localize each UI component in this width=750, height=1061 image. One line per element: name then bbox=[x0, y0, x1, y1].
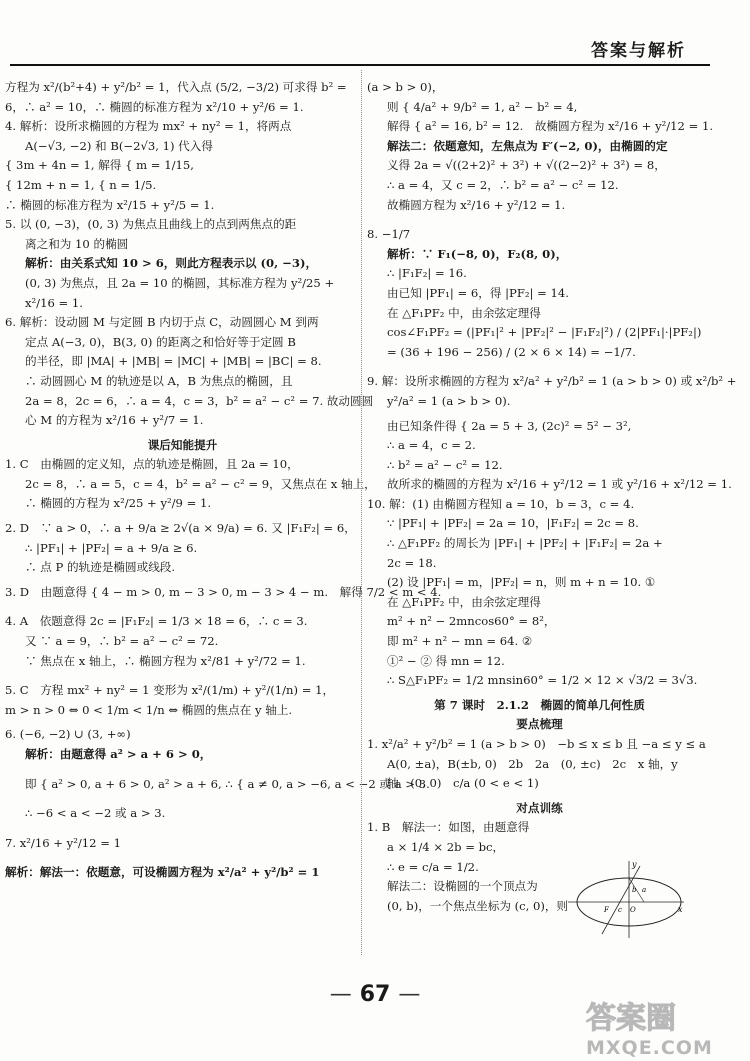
page-number: — 67 — bbox=[329, 982, 421, 1007]
text-line: (0, 3) 为焦点，且 2a = 10 的椭圆，其标准方程为 y²/25 + bbox=[25, 275, 335, 290]
text-line: ∴ 椭圆的标准方程为 x²/15 + y²/5 = 1. bbox=[5, 197, 215, 212]
text-line: m² + n² − 2mncos60° = 8²， bbox=[387, 614, 556, 629]
text-line: cos∠F₁PF₂ = (|PF₁|² + |PF₂|² − |F₁F₂|²) / (2|PF₁|·|PF₂|) bbox=[387, 325, 702, 340]
text-line: { 3m + 4n = 1, 解得 { m = 1/15, bbox=[5, 158, 194, 173]
text-line: 6. 解析：设动圆 M 与定圆 B 内切于点 C，动圆圆心 M 到两 bbox=[5, 315, 319, 330]
text-line: m > n > 0 ⇔ 0 < 1/m < 1/n ⇔ 椭圆的焦点在 y 轴上. bbox=[5, 702, 293, 717]
text-line: 由已知 |PF₁| = 6，得 |PF₂| = 14. bbox=[387, 285, 569, 300]
text-line: ①² − ② 得 mn = 12. bbox=[387, 653, 505, 668]
text-line: 解得 { a² = 16, b² = 12. 故椭圆方程为 x²/16 + y²/12 = 1. bbox=[387, 119, 714, 134]
text-line: 5. C 方程 mx² + ny² = 1 变形为 x²/(1/m) + y²/(1/n) = 1， bbox=[5, 683, 335, 698]
text-line: 即 { a² > 0, a + 6 > 0, a² > a + 6, ∴ { a ≠ 0, a > −6, a < −2 或 a > 3. bbox=[25, 776, 430, 791]
text-line: 7. x²/16 + y²/12 = 1 bbox=[5, 835, 121, 850]
text-line: ∴ e = c/a = 1/2. bbox=[387, 859, 479, 874]
slanted-line bbox=[602, 866, 640, 934]
text-line: 2. D ∵ a > 0，∴ a + 9/a ≥ 2√(a × 9/a) = 6. 又 |F₁F₂| = 6， bbox=[5, 521, 356, 536]
figure-label: F bbox=[604, 906, 609, 914]
watermark-logo bbox=[586, 993, 736, 1059]
section-heading: 对点训练 bbox=[516, 800, 563, 815]
text-line: (2) 设 |PF₁| = m，|PF₂| = n，则 m + n = 10. ① bbox=[387, 575, 656, 590]
text-line: ∴ 点 P 的轨迹是椭圆或线段. bbox=[25, 560, 176, 575]
ellipse-figure bbox=[566, 858, 688, 940]
text-line: 解析：解法一：依题意，可设椭圆方程为 x²/a² + y²/b² = 1 bbox=[5, 865, 320, 880]
text-line: 6，∴ a² = 10，∴ 椭圆的标准方程为 x²/10 + y²/6 = 1. bbox=[5, 99, 304, 114]
text-line: 2c = 8，∴ a = 5，c = 4，b² = a² − c² = 9，又焦点在 x 轴上， bbox=[25, 476, 376, 491]
text-line: 2c = 18. bbox=[387, 555, 437, 570]
lesson-title: 第 7 课时 2.1.2 椭圆的简单几何性质 bbox=[434, 697, 645, 712]
text-line: ∴ a = 4，又 c = 2，∴ b² = a² − c² = 12. bbox=[387, 177, 619, 192]
text-line: 即 m² + n² − mn = 64. ② bbox=[387, 634, 533, 649]
text-line: 的半径，即 |MA| + |MB| = |MC| + |MB| = |BC| = 8. bbox=[25, 354, 322, 369]
text-line: 解析：由题意得 a² > a + 6 > 0， bbox=[25, 747, 212, 761]
text-line: ∴ 动圆圆心 M 的轨迹是以 A，B 为焦点的椭圆，且 bbox=[25, 373, 293, 388]
text-line: 轴 (0, 0) c/a (0 < e < 1) bbox=[387, 776, 539, 791]
text-line: ∴ b² = a² − c² = 12. bbox=[387, 457, 503, 472]
text-line: 由已知条件得 { 2a = 5 + 3, (2c)² = 5² − 3², bbox=[387, 418, 632, 433]
text-line: ∵ 焦点在 x 轴上，∴ 椭圆方程为 x²/81 + y²/72 = 1. bbox=[25, 653, 306, 668]
watermark-url: MXQE.COM bbox=[586, 1037, 713, 1059]
text-line: ∴ a = 4，c = 2. bbox=[387, 438, 476, 453]
text-line: 则 { 4/a² + 9/b² = 1, a² − b² = 4, bbox=[387, 99, 578, 114]
text-line: A(−√3, −2) 和 B(−2√3, 1) 代入得 bbox=[25, 138, 213, 153]
section-heading: 要点梳理 bbox=[516, 717, 563, 732]
text-line: 解析：由关系式知 10 > 6，则此方程表示以 (0, −3)， bbox=[25, 256, 318, 271]
text-line: 故椭圆方程为 x²/16 + y²/12 = 1. bbox=[387, 197, 566, 212]
text-line: = (36 + 196 − 256) / (2 × 6 × 14) = −1/7. bbox=[387, 344, 636, 359]
text-line: ∴ △F₁PF₂ 的周长为 |PF₁| + |PF₂| + |F₁F₂| = 2a + bbox=[387, 536, 663, 551]
text-line: x²/16 = 1. bbox=[25, 295, 83, 310]
watermark-text: 答案圈 bbox=[586, 1001, 676, 1036]
text-line: 4. A 依题意得 2c = |F₁F₂| = 1/3 × 18 = 6，∴ c = 3. bbox=[5, 614, 308, 629]
text-line: 心 M 的方程为 x²/16 + y²/7 = 1. bbox=[25, 413, 204, 428]
page-number-value: 67 bbox=[359, 982, 391, 1007]
section-heading: 课后知能提升 bbox=[147, 437, 218, 452]
text-line: 1. x²/a² + y²/b² = 1 (a > b > 0) −b ≤ x ≤ b 且 −a ≤ y ≤ a bbox=[367, 737, 706, 751]
header-title: 答案与解析 bbox=[591, 41, 686, 61]
text-line: 10. 解：(1) 由椭圆方程知 a = 10，b = 3，c = 4. bbox=[367, 496, 635, 511]
text-line: ∴ S△F₁PF₂ = 1/2 mnsin60° = 1/2 × 12 × √3/2 = 3√3. bbox=[387, 673, 698, 688]
column-divider bbox=[361, 70, 362, 955]
text-line: 解法二：依题意知，左焦点为 F′(−2, 0)，由椭圆的定 bbox=[387, 138, 668, 153]
text-line: 1. C 由椭圆的定义知，点的轨迹是椭圆，且 2a = 10， bbox=[5, 457, 299, 472]
figure-label: b bbox=[632, 886, 637, 894]
text-line: { 12m + n = 1, { n = 1/5. bbox=[5, 177, 157, 192]
figure-label: y bbox=[632, 860, 637, 869]
text-line: (0, b)，一个焦点坐标为 (c, 0)，则 bbox=[387, 898, 569, 913]
text-line: 方程为 x²/(b²+4) + y²/b² = 1，代入点 (5/2, −3/2) 可求得 b² = bbox=[5, 80, 347, 94]
figure-label: O bbox=[630, 906, 636, 914]
text-line: 离之和为 10 的椭圆 bbox=[25, 236, 129, 251]
figure-label: x bbox=[678, 905, 683, 914]
header-rule bbox=[10, 64, 710, 66]
text-line: A(0, ±a)，B(±b, 0) 2b 2a (0, ±c) 2c x 轴，y bbox=[387, 756, 678, 771]
text-line: ∴ |F₁F₂| = 16. bbox=[387, 266, 467, 281]
text-line: 8. −1/7 bbox=[367, 227, 411, 242]
text-line: 解析：∵ F₁(−8, 0)，F₂(8, 0)， bbox=[387, 246, 568, 261]
text-line: ∵ |PF₁| + |PF₂| = 2a = 10，|F₁F₂| = 2c = 8. bbox=[387, 516, 639, 531]
right-column bbox=[367, 78, 737, 916]
figure-label: a bbox=[642, 886, 647, 894]
text-line: 4. 解析：设所求椭圆的方程为 mx² + ny² = 1，将两点 bbox=[5, 119, 292, 134]
text-line: 解法二：设椭圆的一个顶点为 bbox=[387, 879, 538, 894]
text-line: 9. 解：设所求椭圆的方程为 x²/a² + y²/b² = 1 (a > b > 0) 或 x²/b² + bbox=[367, 374, 737, 389]
text-line: 在 △F₁PF₂ 中，由余弦定理得 bbox=[387, 305, 541, 320]
text-line: 定点 A(−3, 0)，B(3, 0) 的距离之和恰好等于定圆 B bbox=[25, 334, 296, 349]
text-line: 义得 2a = √((2+2)² + 3²) + √((2−2)² + 3²) = 8， bbox=[387, 158, 666, 173]
text-line: ∴ 椭圆的方程为 x²/25 + y²/9 = 1. bbox=[25, 496, 212, 511]
text-line: a × 1/4 × 2b = bc， bbox=[387, 839, 505, 854]
text-line: 又 ∵ a = 9，∴ b² = a² − c² = 72. bbox=[25, 634, 219, 649]
text-line: 1. B 解法一：如图，由题意得 bbox=[367, 820, 530, 835]
text-line: y²/a² = 1 (a > b > 0). bbox=[387, 393, 511, 408]
text-line: ∴ |PF₁| + |PF₂| = a + 9/a ≥ 6. bbox=[25, 540, 198, 555]
text-line: 6. (−6, −2) ∪ (3, +∞) bbox=[5, 727, 131, 742]
text-line: 故所求的椭圆的方程为 x²/16 + y²/12 = 1 或 y²/16 + x²/12 = 1. bbox=[387, 477, 732, 492]
figure-label: c bbox=[618, 906, 622, 914]
text-line: 在 △F₁PF₂ 中，由余弦定理得 bbox=[387, 594, 541, 609]
text-line: 3. D 由题意得 { 4 − m > 0, m − 3 > 0, m − 3 > 4 − m. 解得 7/2 < m < 4. bbox=[5, 584, 442, 599]
text-line: ∴ −6 < a < −2 或 a > 3. bbox=[25, 806, 166, 821]
text-line: 5. 以 (0, −3)，(0, 3) 为焦点且曲线上的点到两焦点的距 bbox=[5, 217, 297, 232]
text-line: (a > b > 0)， bbox=[367, 80, 444, 94]
text-line: 2a = 8，2c = 6，∴ a = 4，c = 3，b² = a² − c² = 7. 故动圆圆 bbox=[25, 393, 374, 408]
